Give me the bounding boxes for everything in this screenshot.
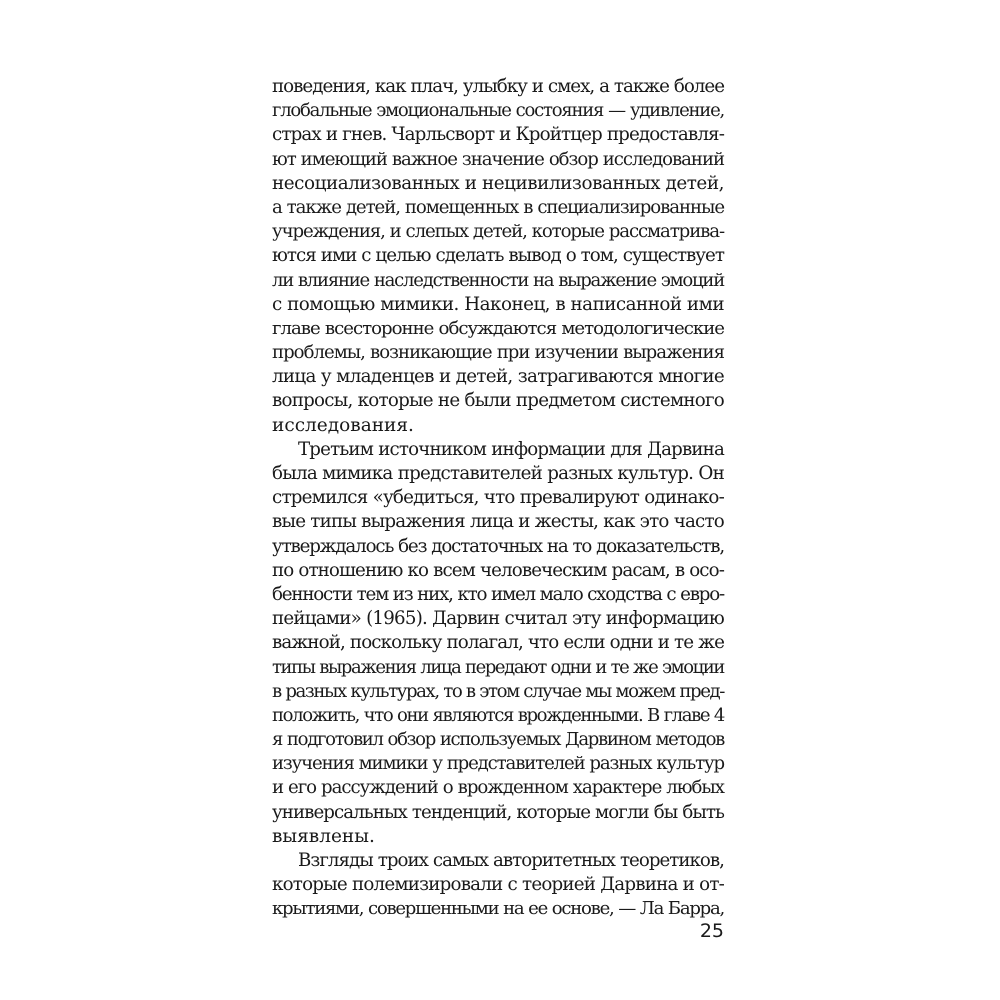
text-line: положить, что они являются врожденными. В главе 4 [272,704,724,726]
text-line: несоциализованных и нецивилизованных детей, [272,172,724,194]
text-line: пейцами» (1965). Дарвин считал эту информацию [272,608,724,630]
text-line: проблемы, возникающие при изучении выражения [272,342,724,364]
text-line: вые типы выражения лица и жесты, как это часто [272,511,724,533]
text-line: ют имеющий важное значение обзор исследований [272,148,724,170]
text-line: стремился «убедиться, что превалируют одинако- [272,487,724,509]
text-line: которые полемизировали с теорией Дарвина и от- [272,874,724,896]
page-number: 25 [699,920,724,942]
text-line: а также детей, помещенных в специализированные [272,196,724,218]
text-line: и его рассуждений о врожденном характере любых [272,777,724,799]
text-line: изучения мимики у представителей разных культур [272,753,724,775]
text-line: крытиями, совершенными на ее основе, — Ла Барра, [272,898,724,920]
text-line: была мимика представителей разных культур. Он [272,463,724,484]
text-line: лица у младенцев и детей, затрагиваются многие [272,366,724,388]
text-line: страх и гнев. Чарльсворт и Кройтцер предоставля- [272,124,724,146]
text-line: бенности тем из них, кто имел мало сходства с евро- [272,583,724,605]
text-line: поведения, как плач, улыбку и смех, а также более [272,76,724,97]
text-line: учреждения, и слепых детей, которые рассматрива- [272,221,724,243]
text-line: универсальных тенденций, которые могли бы быть [272,801,724,823]
text-line: в разных культурах, то в этом случае мы можем пред- [272,680,724,702]
text-line: исследования. [272,414,414,436]
text-line: ются ими с целью сделать вывод о том, существует [272,245,724,267]
text-line: утверждалось без достаточных на то доказательств, [272,535,724,557]
text-line: глобальные эмоциональные состояния — удивление, [272,100,724,122]
text-line: с помощью мимики. Наконец, в написанной ими [272,293,724,315]
text-line: Третьим источником информации для Дарвина [298,438,724,460]
text-line: вопросы, которые не были предметом системного [272,390,724,412]
text-line: по отношению ко всем человеческим расам, в осо- [272,559,724,581]
text-line: главе всесторонне обсуждаются методологические [272,317,724,339]
text-line: ли влияние наследственности на выражение эмоций [272,269,724,291]
text-line: важной, поскольку полагал, что если одни и те же [272,632,724,654]
text-line: типы выражения лица передают одни и те же эмоции [272,656,724,678]
text-line: Взгляды троих самых авторитетных теоретиков, [298,850,724,871]
text-line: выявлены. [272,825,375,847]
text-line: я подготовил обзор используемых Дарвином методов [272,729,724,751]
body-text [272,75,724,922]
